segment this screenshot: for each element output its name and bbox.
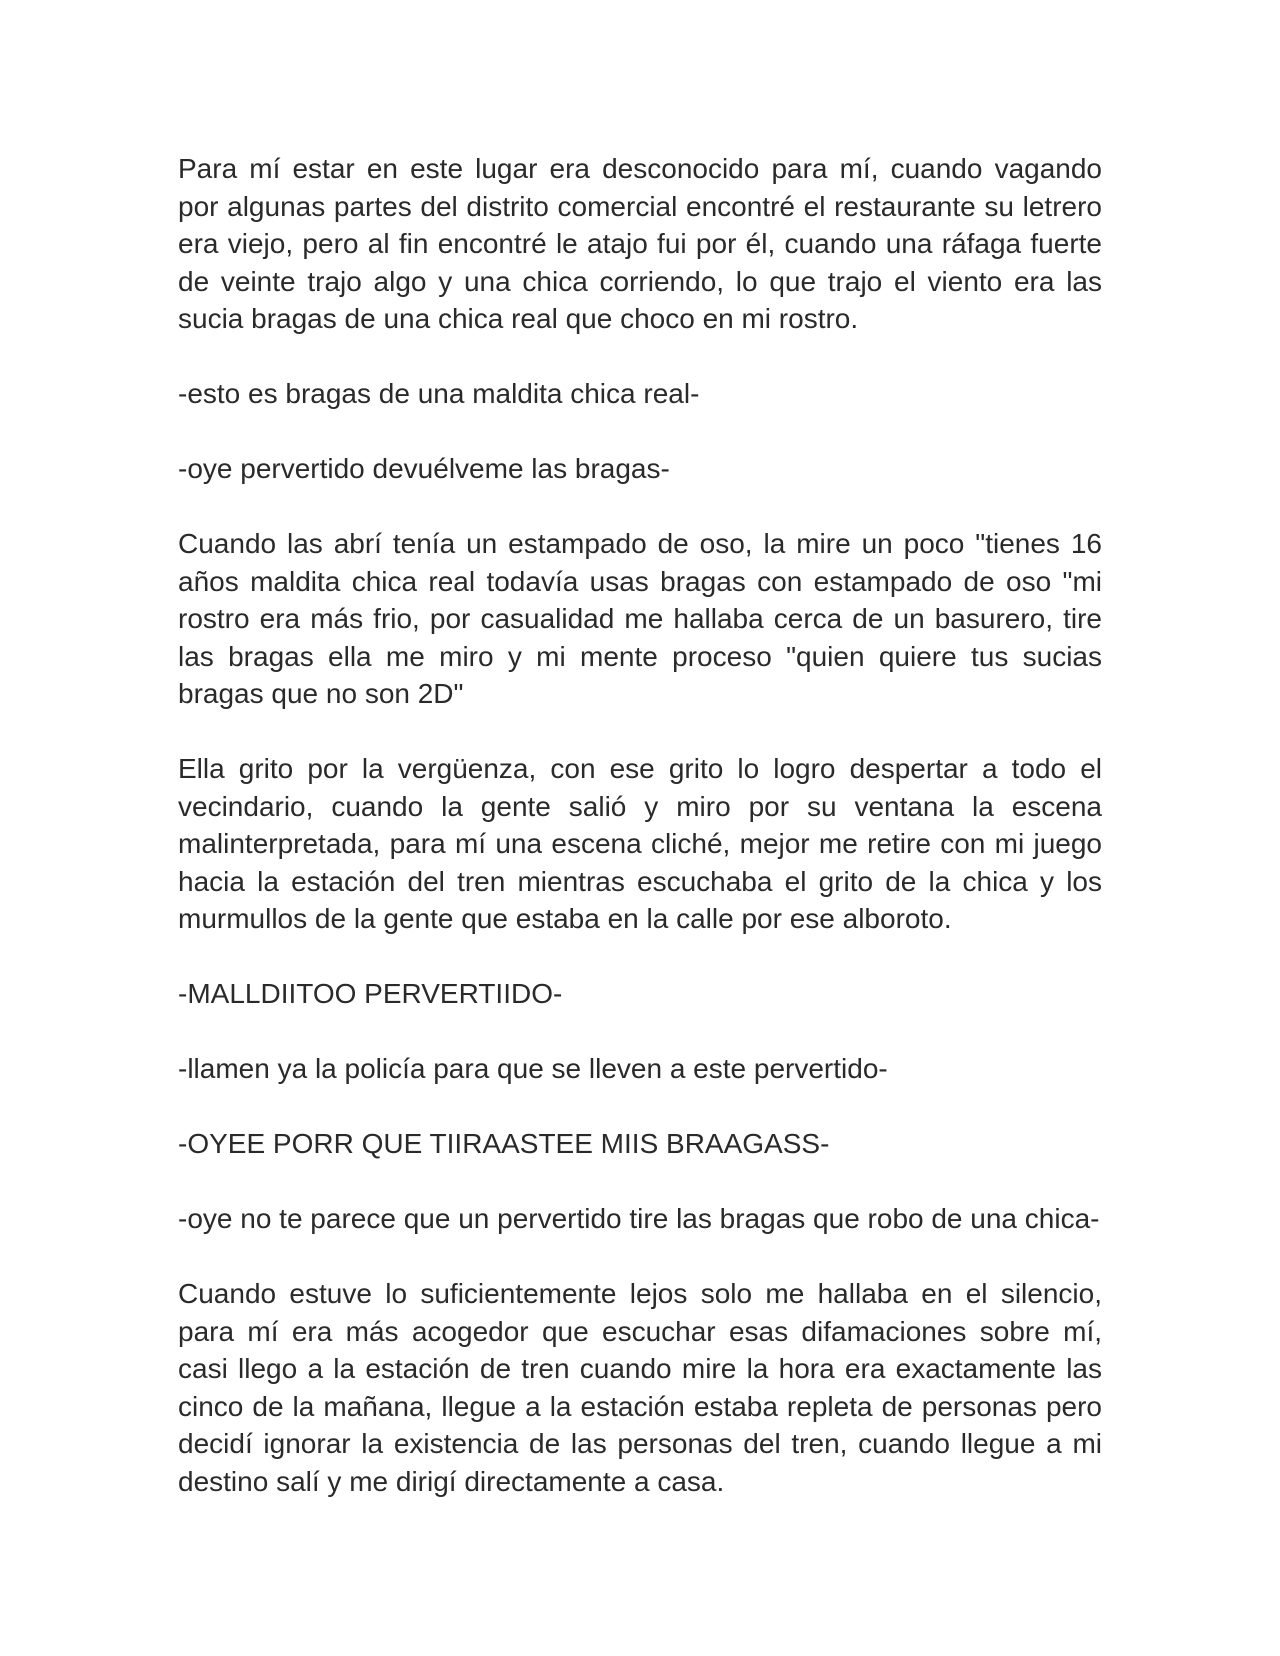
paragraph-dialog-5: -OYEE PORR QUE TIIRAASTEE MIIS BRAAGASS- [178,1128,830,1159]
paragraph-narration-3: Ella grito por la vergüenza, con ese grito lo logro despertar a todo el vecindario, cuando la gente salió y miro por su ventana la escena malinterpretada, para mí una escena cliché, mejor me retire con mi juego hacia la estación del tren mientras escuchaba el grito de la chica y los murmullos de la gente que estaba en la calle por ese alboroto. [178,753,1102,934]
paragraph-dialog-2: -oye pervertido devuélveme las bragas- [178,453,670,484]
paragraph-narration-2: Cuando las abrí tenía un estampado de oso, la mire un poco "tienes 16 años maldita chica real todavía usas bragas con estampado de oso "mi rostro era más frio, por casualidad me hallaba cerca de un basurero, tire las bragas ella me miro y mi mente proceso "quien quiere tus sucias bragas que no son 2D" [178,528,1102,709]
paragraph-narration-4: Cuando estuve lo suficientemente lejos solo me hallaba en el silencio, para mí era más acogedor que escuchar esas difamaciones sobre mí, casi llego a la estación de tren cuando mire la hora era exactamente las cinco de la mañana, llegue a la estación estaba repleta de personas pero decidí ignorar la existencia de las personas del tren, cuando llegue a mi destino salí y me dirigí directamente a casa. [178,1278,1102,1497]
paragraph-dialog-4: -llamen ya la policía para que se lleven a este pervertido- [178,1053,888,1084]
paragraph-dialog-6: -oye no te parece que un pervertido tire las bragas que robo de una chica- [178,1203,1100,1234]
document-page [178,150,1102,1500]
paragraph-dialog-3: -MALLDIITOO PERVERTIIDO- [178,978,563,1009]
paragraph-narration-1: Para mí estar en este lugar era desconocido para mí, cuando vagando por algunas partes del distrito comercial encontré el restaurante su letrero era viejo, pero al fin encontré le atajo fui por él, cuando una ráfaga fuerte de veinte trajo algo y una chica corriendo, lo que trajo el viento era las sucia bragas de una chica real que choco en mi rostro. [178,153,1102,334]
paragraph-dialog-1: -esto es bragas de una maldita chica real- [178,378,700,409]
